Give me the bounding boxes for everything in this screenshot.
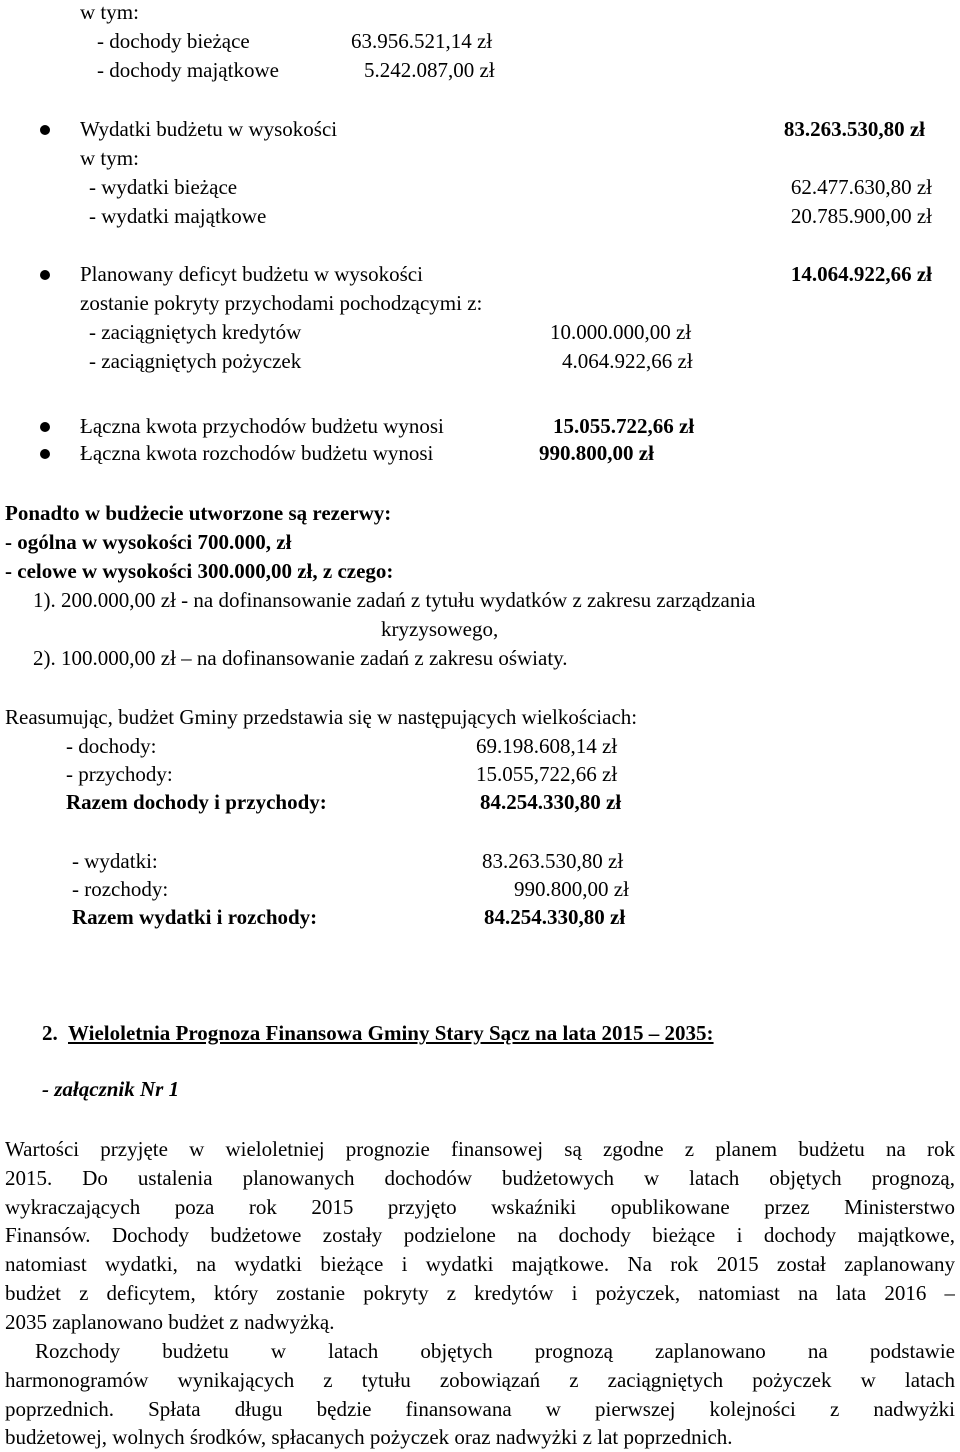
paragraph-line: poprzednich. Spłata długu będzie finansowana w pierwszej kolejności z nadwyżki (5, 1396, 955, 1421)
deficit-value: 14.064.922,66 zł (790, 262, 932, 286)
paragraph-line: 2035 zaplanowano budżet z nadwyżką. (5, 1309, 335, 1334)
reserves-celowe: - celowe w wysokości 300.000,00 zł, z czego: (5, 559, 394, 583)
paragraph-line: Rozchody budżetu w latach objętych prognozą zaplanowano na podstawie (35, 1339, 955, 1363)
paragraph-line: 2015. Do ustalenia planowanych dochodów budżetowych w latach objętych prognozą, (5, 1165, 955, 1190)
deficit-title: Planowany deficyt budżetu w wysokości (80, 262, 423, 286)
expenses-w-tym: w tym: (80, 146, 139, 170)
reserves-item-2: 2). 100.000,00 zł – na dofinansowanie zadań z zakresu oświaty. (33, 646, 568, 670)
reserves-title: Ponadto w budżecie utworzone są rezerwy: (5, 501, 392, 525)
bullet-icon (40, 125, 50, 135)
przychody-total-value: 15.055.722,66 zł (553, 414, 695, 438)
rozchody-total-label: Łączna kwota rozchodów budżetu wynosi (80, 441, 434, 465)
reserves-ogolna: - ogólna w wysokości 700.000, zł (5, 530, 292, 554)
dochody-biezace-label: - dochody bieżące (97, 29, 250, 53)
summary-dochody-value: 69.198.608,14 zł (476, 734, 618, 758)
summary-razem-wydatki-label: Razem wydatki i rozchody: (72, 905, 318, 929)
summary-rozchody-label: - rozchody: (72, 877, 169, 901)
dochody-majatkowe-label: - dochody majątkowe (97, 58, 279, 82)
kredyty-label: - zaciągniętych kredytów (89, 320, 302, 344)
section-2-number: 2. (42, 1021, 58, 1045)
reserves-item-1-continuation: kryzysowego, (381, 617, 499, 641)
bullet-icon (40, 270, 50, 280)
kredyty-value: 10.000.000,00 zł (550, 320, 692, 344)
paragraph-line: Wartości przyjęte w wieloletniej prognozie finansowej są zgodne z planem budżetu na rok (5, 1137, 955, 1161)
paragraph-2 (5, 1337, 955, 1452)
paragraph-line: wykraczających poza rok 2015 przyjęto wskaźniki opublikowane przez Ministerstwo (5, 1194, 955, 1219)
summary-przychody-value: 15.055,722,66 zł (476, 762, 618, 786)
summary-intro: Reasumując, budżet Gminy przedstawia się w następujących wielkościach: (5, 705, 638, 729)
bullet-icon (40, 449, 50, 459)
paragraph-line: harmonogramów wynikających z tytułu zobowiązań z zaciągniętych pożyczek w latach (5, 1367, 955, 1392)
summary-wydatki-label: - wydatki: (72, 849, 158, 873)
dochody-biezace-value: 63.956.521,14 zł (351, 29, 493, 53)
wydatki-biezace-value: 62.477.630,80 zł (790, 175, 932, 199)
pozyczki-label: - zaciągniętych pożyczek (89, 349, 302, 373)
w-tym-label: w tym: (80, 0, 139, 24)
deficit-covered: zostanie pokryty przychodami pochodzącymi z: (80, 291, 483, 315)
reserves-item-1: 1). 200.000,00 zł - na dofinansowanie zadań z tytułu wydatków z zakresu zarządzania (33, 588, 756, 612)
summary-razem-dochody-value: 84.254.330,80 zł (480, 790, 622, 814)
summary-razem-wydatki-value: 84.254.330,80 zł (484, 905, 626, 929)
wydatki-biezace-label: - wydatki bieżące (89, 175, 238, 199)
przychody-total-label: Łączna kwota przychodów budżetu wynosi (80, 414, 444, 438)
summary-rozchody-value: 990.800,00 zł (514, 877, 629, 901)
summary-dochody-label: - dochody: (66, 734, 157, 758)
paragraph-line: budżet z deficytem, który zostanie pokryty z kredytów i pożyczek, natomiast na lata 2016 – (5, 1280, 955, 1305)
summary-razem-dochody-label: Razem dochody i przychody: (66, 790, 327, 814)
pozyczki-value: 4.064.922,66 zł (562, 349, 693, 373)
summary-przychody-label: - przychody: (66, 762, 173, 786)
paragraph-line: budżetowej, wolnych środków, spłacanych pożyczek oraz nadwyżki z lat poprzednich. (5, 1425, 733, 1450)
wydatki-majatkowe-label: - wydatki majątkowe (89, 204, 267, 228)
expenses-value: 83.263.530,80 zł (783, 117, 925, 141)
wydatki-majatkowe-value: 20.785.900,00 zł (790, 204, 932, 228)
paragraph-line: natomiast wydatki, na wydatki bieżące i wydatki majątkowe. Na rok 2015 został zaplanowany (5, 1252, 955, 1277)
expenses-title: Wydatki budżetu w wysokości (80, 117, 338, 141)
paragraph-line: Finansów. Dochody budżetowe zostały podzielone na dochody bieżące i dochody majątkowe, (5, 1223, 955, 1248)
section-2-heading: Wieloletnia Prognoza Finansowa Gminy Stary Sącz na lata 2015 – 2035: (68, 1021, 714, 1045)
rozchody-total-value: 990.800,00 zł (539, 441, 654, 465)
paragraph-1 (5, 1135, 955, 1337)
summary-wydatki-value: 83.263.530,80 zł (482, 849, 624, 873)
bullet-icon (40, 422, 50, 432)
dochody-majatkowe-value: 5.242.087,00 zł (364, 58, 495, 82)
section-2-attachment: - załącznik Nr 1 (42, 1077, 180, 1101)
